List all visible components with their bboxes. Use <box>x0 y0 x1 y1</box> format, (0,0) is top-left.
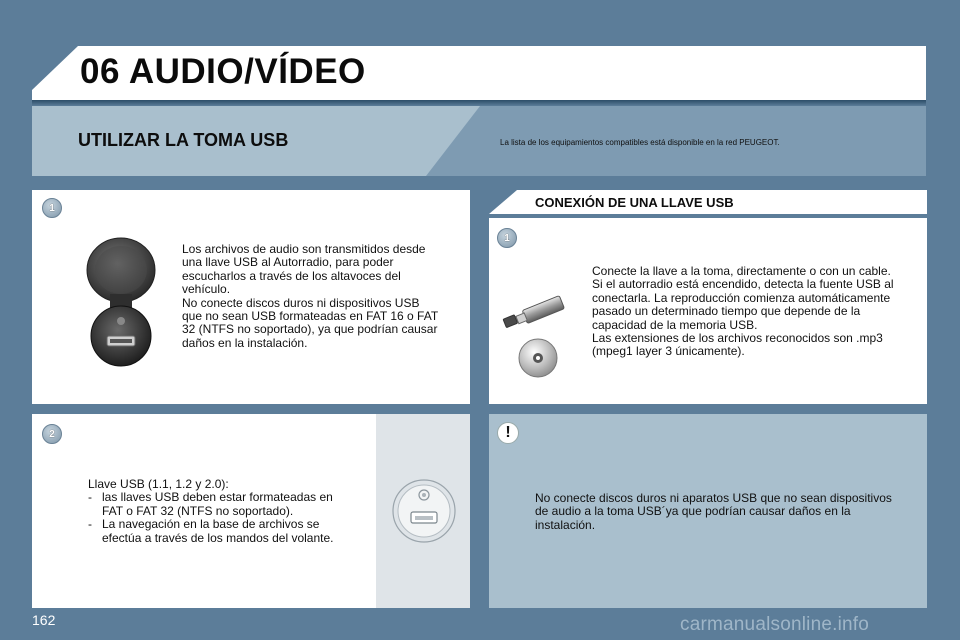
cd-icon <box>518 338 558 378</box>
text-line: Conecte la llave a la toma, directamente o con un cable. <box>592 264 891 278</box>
page-title: 06 AUDIO/VÍDEO <box>80 52 366 91</box>
text-line: una llave USB al Autorradio, para poder <box>182 255 394 270</box>
text-line: conectarla. La reproducción comienza automáticamente <box>592 290 891 305</box>
text-line: Los archivos de audio son transmitidos desde <box>182 242 426 256</box>
list-item <box>88 491 372 518</box>
text-line: No conecte discos duros ni dispositivos USB <box>182 295 420 310</box>
usb-socket-icon <box>84 236 158 368</box>
watermark: carmanualsonline.info <box>680 614 870 635</box>
text-line: La navegación en la base de archivos se <box>102 517 320 532</box>
text-line: capacidad de la memoria USB. <box>592 317 758 332</box>
usb-key-icon <box>502 290 572 330</box>
text-line: FAT o FAT 32 (NTFS no soportado). <box>102 503 294 518</box>
usb-port-icon <box>388 478 460 544</box>
text-line: las llaves USB deben estar formateadas en <box>102 490 333 505</box>
text-line: pasado un determinado tiempo que depende de la <box>592 304 861 319</box>
text-line: Las extensiones de los archivos reconocidos son .mp3 <box>592 331 883 346</box>
list-dash: - <box>88 490 92 505</box>
availability-note: La lista de los equipamientos compatibles está disponible en la red PEUGEOT. <box>500 138 780 147</box>
text-line: Si el autorradio está encendido, detecta la fuente USB al <box>592 277 894 292</box>
text-line: que no sean USB formateadas en FAT 16 o FAT <box>182 309 439 324</box>
warning-icon: ! <box>497 422 519 444</box>
warning-text <box>535 492 915 532</box>
step-badge: 1 <box>497 228 517 248</box>
text-line: vehículo. <box>182 282 231 297</box>
connexion-title: CONEXIÓN DE UNA LLAVE USB <box>535 195 734 210</box>
page-number: 162 <box>32 612 56 628</box>
usb-spec-text <box>88 478 372 545</box>
connexion-text <box>592 265 918 359</box>
step-badge: 1 <box>42 198 62 218</box>
step-badge: 2 <box>42 424 62 444</box>
text-line: Llave USB (1.1, 1.2 y 2.0): <box>88 477 229 491</box>
text-line: 32 (NTFS no soportado), ya que podrían causar <box>182 322 438 337</box>
list-dash: - <box>88 517 92 532</box>
list-item <box>88 518 372 545</box>
text-line: de audio a la toma USB´ya que podrían causar daños en la <box>535 504 851 519</box>
usb-files-text <box>182 243 462 350</box>
text-line: No conecte discos duros ni aparatos USB que no sean dispositivos <box>535 491 892 505</box>
text-line: daños en la instalación. <box>182 335 308 350</box>
text-line: instalación. <box>535 517 596 532</box>
text-line: escucharlos a través de los altavoces del <box>182 268 401 283</box>
text-line: (mpeg1 layer 3 únicamente). <box>592 344 745 359</box>
section-title: UTILIZAR LA TOMA USB <box>78 130 289 150</box>
text-line: efectúa a través de los mandos del volante. <box>102 530 334 545</box>
